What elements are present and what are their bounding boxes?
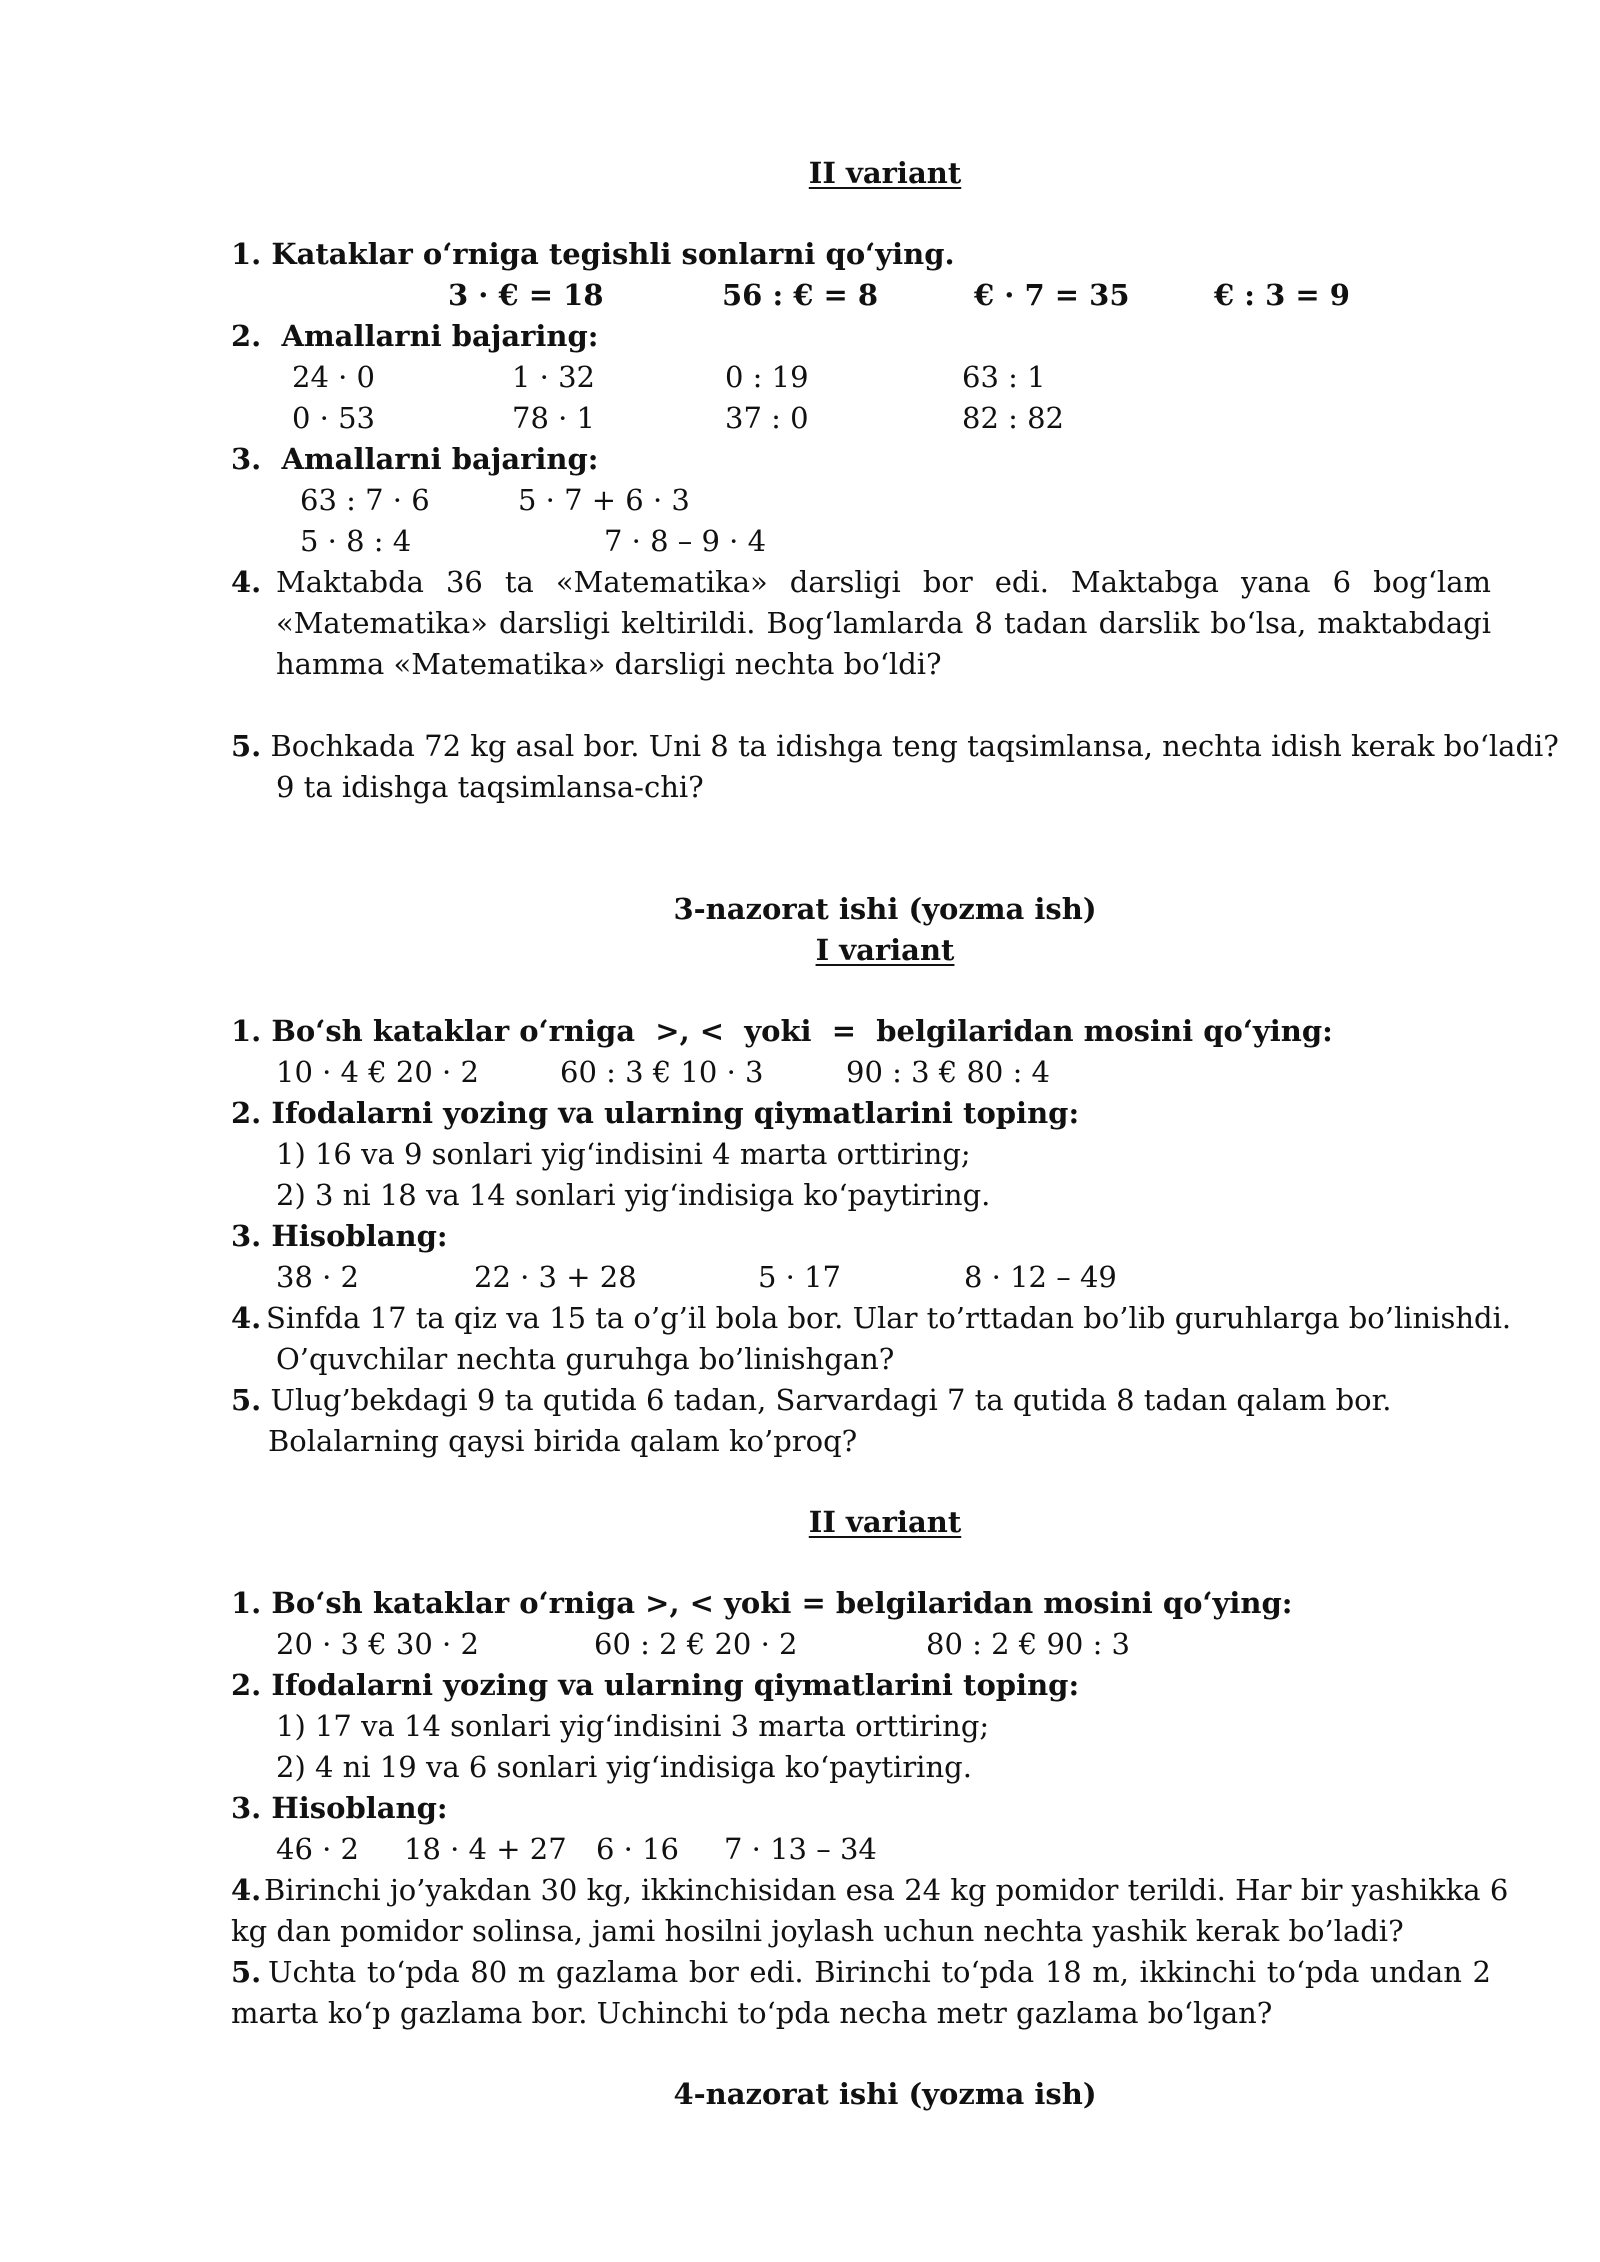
expression: 63 : 7 · 6 [300, 483, 430, 517]
question-number: 5. [231, 1955, 262, 1989]
question-text: Hisoblang: [271, 1219, 448, 1253]
list-item: 1) 16 va 9 sonlari yig‘indisini 4 marta orttiring; [276, 1137, 971, 1171]
question-text: Ifodalarni yozing va ularning qiymatlarini toping: [271, 1096, 1080, 1130]
expression: 56 : € = 8 [722, 278, 879, 312]
expression: 3 · € = 18 [448, 278, 604, 312]
expression: 46 · 2 [276, 1832, 360, 1866]
question-1 [231, 1011, 1333, 1051]
question-text-line: Maktabda 36 ta «Matematika» darsligi bor edi. Maktabga yana 6 bog‘lam [276, 565, 1491, 599]
question-text-line: Ulug’bekdagi 9 ta qutida 6 tadan, Sarvardagi 7 ta qutida 8 tadan qalam bor. [270, 1383, 1392, 1417]
expression: € : 3 = 9 [1214, 278, 1350, 312]
question-3 [231, 439, 598, 479]
expression: € · 7 = 35 [974, 278, 1130, 312]
question-text-line: 9 ta idishga taqsimlansa-chi? [276, 770, 704, 804]
question-number: 4. [231, 1301, 262, 1335]
expression: 37 : 0 [725, 401, 809, 435]
question-text: Kataklar o‘rniga tegishli sonlarni qo‘ying. [271, 237, 955, 271]
question-number: 1. [231, 1014, 262, 1048]
test-title: 3-nazorat ishi (yozma ish) [673, 892, 1097, 926]
question-text: Bo‘sh kataklar o‘rniga >, < yoki = belgilaridan mosini qo‘ying: [271, 1014, 1333, 1048]
expression: 22 · 3 + 28 [474, 1260, 637, 1294]
expression: 60 : 3 € 10 · 3 [560, 1055, 764, 1089]
expression: 6 · 16 [596, 1832, 680, 1866]
question-3 [231, 1788, 448, 1828]
expression: 78 · 1 [512, 401, 596, 435]
list-item: 2) 3 ni 18 va 14 sonlari yig‘indisiga ko‘paytiring. [276, 1178, 991, 1212]
expression: 7 · 8 – 9 · 4 [604, 524, 767, 558]
question-text-line: Sinfda 17 ta qiz va 15 ta o’g’il bola bor. Ular to’rttadan bo’lib guruhlarga bo’linishdi. [266, 1301, 1512, 1335]
expression: 0 : 19 [725, 360, 809, 394]
question-number: 4. [231, 565, 262, 599]
question-text: Amallarni bajaring: [281, 442, 599, 476]
question-text-line: «Matematika» darsligi keltirildi. Bog‘lamlarda 8 tadan darslik bo‘lsa, maktabdagi [276, 606, 1491, 640]
expression: 20 · 3 € 30 · 2 [276, 1627, 479, 1661]
question-1 [231, 234, 955, 274]
question-3 [231, 1216, 448, 1256]
expression: 10 · 4 € 20 · 2 [276, 1055, 479, 1089]
question-number: 1. [231, 1586, 262, 1620]
list-item: 2) 4 ni 19 va 6 sonlari yig‘indisiga ko‘paytiring. [276, 1750, 972, 1784]
expression: 1 · 32 [512, 360, 596, 394]
expression: 18 · 4 + 27 [404, 1832, 567, 1866]
test-title: 4-nazorat ishi (yozma ish) [673, 2077, 1097, 2111]
expression: 0 · 53 [292, 401, 376, 435]
expression: 80 : 2 € 90 : 3 [926, 1627, 1131, 1661]
expression: 7 · 13 – 34 [724, 1832, 877, 1866]
expression: 5 · 17 [758, 1260, 842, 1294]
section-heading: I variant [815, 933, 955, 967]
section-heading: II variant [808, 1505, 962, 1539]
question-number: 5. [231, 1383, 262, 1417]
question-text-line: Bochkada 72 kg asal bor. Uni 8 ta idishga teng taqsimlansa, nechta idish kerak bo‘ladi? [270, 729, 1559, 763]
question-5 [231, 1380, 1392, 1420]
list-item: 1) 17 va 14 sonlari yig‘indisini 3 marta orttiring; [276, 1709, 990, 1743]
question-5 [231, 726, 1559, 766]
question-2 [231, 1093, 1079, 1133]
question-2 [231, 316, 598, 356]
question-number: 2. [231, 319, 262, 353]
expression: 24 · 0 [292, 360, 376, 394]
expression: 5 · 7 + 6 · 3 [518, 483, 690, 517]
question-number: 1. [231, 237, 262, 271]
question-text: Amallarni bajaring: [281, 319, 599, 353]
question-text-line: Uchta to‘pda 80 m gazlama bor edi. Birinchi to‘pda 18 m, ikkinchi to‘pda undan 2 [268, 1955, 1491, 1989]
question-text-line: Bolalarning qaysi birida qalam ko’proq? [268, 1424, 858, 1458]
expression: 82 : 82 [962, 401, 1065, 435]
section-heading: II variant [808, 156, 962, 190]
expression: 60 : 2 € 20 · 2 [594, 1627, 798, 1661]
question-text-line: kg dan pomidor solinsa, jami hosilni joylash uchun nechta yashik kerak bo’ladi? [231, 1914, 1404, 1948]
question-number: 2. [231, 1668, 262, 1702]
expression: 8 · 12 – 49 [964, 1260, 1117, 1294]
question-number: 3. [231, 442, 262, 476]
expression: 5 · 8 : 4 [300, 524, 412, 558]
expression: 90 : 3 € 80 : 4 [846, 1055, 1051, 1089]
expression: 38 · 2 [276, 1260, 360, 1294]
question-text-line: O’quvchilar nechta guruhga bo’linishgan? [276, 1342, 895, 1376]
question-number: 3. [231, 1219, 262, 1253]
question-2 [231, 1665, 1079, 1705]
question-text-line: Birinchi jo’yakdan 30 kg, ikkinchisidan esa 24 kg pomidor terildi. Har bir yashikka 6 [264, 1873, 1509, 1907]
question-text: Ifodalarni yozing va ularning qiymatlarini toping: [271, 1668, 1080, 1702]
question-number: 3. [231, 1791, 262, 1825]
question-text: Hisoblang: [271, 1791, 448, 1825]
question-number: 2. [231, 1096, 262, 1130]
question-text: Bo‘sh kataklar o‘rniga >, < yoki = belgilaridan mosini qo‘ying: [271, 1586, 1293, 1620]
expression: 63 : 1 [962, 360, 1046, 394]
question-text-line: marta ko‘p gazlama bor. Uchinchi to‘pda necha metr gazlama bo‘lgan? [231, 1996, 1273, 2030]
question-number: 5. [231, 729, 262, 763]
question-number: 4. [231, 1873, 262, 1907]
question-1 [231, 1583, 1292, 1623]
question-text-line: hamma «Matematika» darsligi nechta bo‘ldi? [276, 647, 942, 681]
